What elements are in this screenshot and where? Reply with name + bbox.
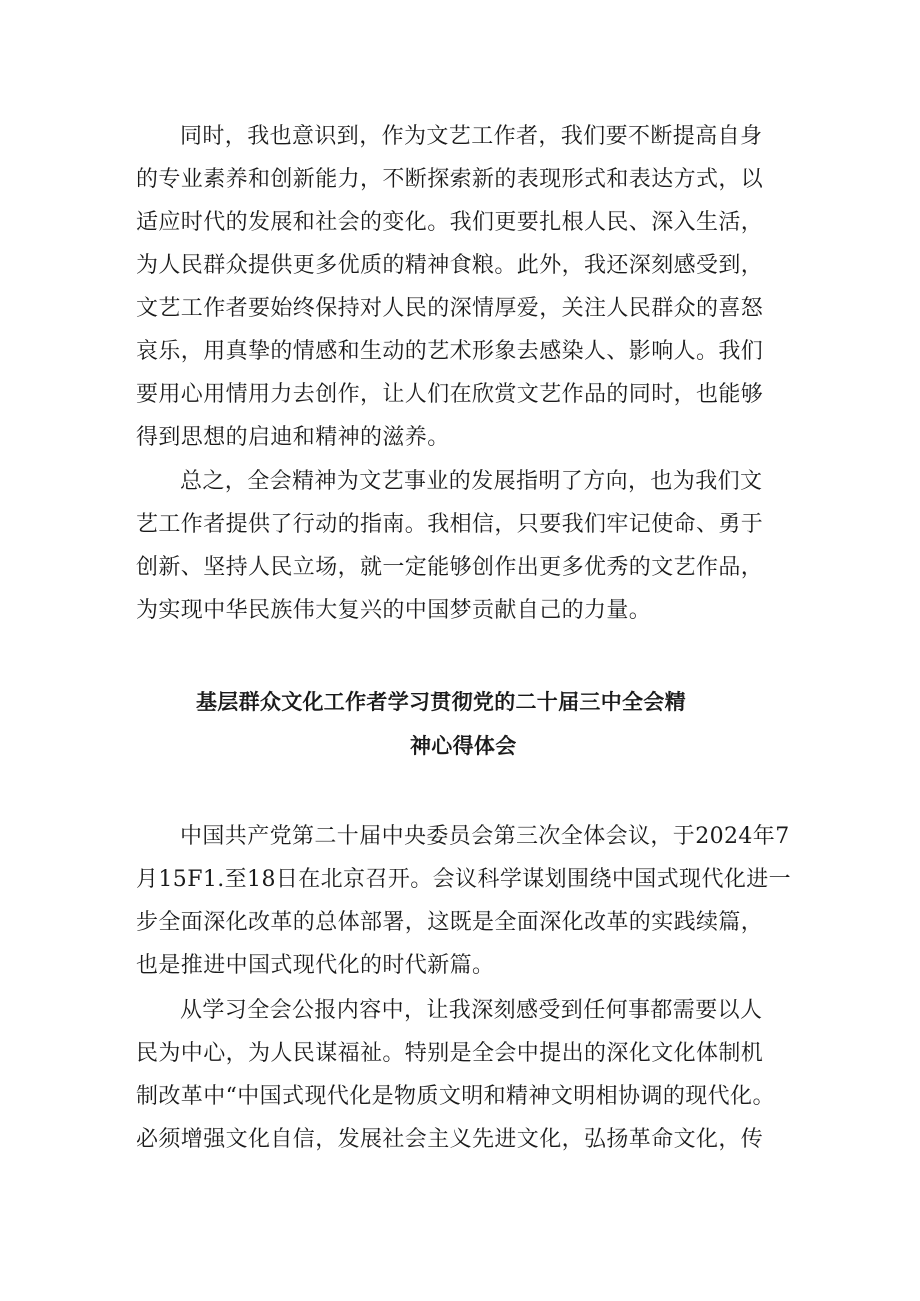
paragraph-line: 的专业素养和创新能力，不断探索新的表现形式和表达方式，以 bbox=[136, 167, 764, 192]
paragraph-line: 适应时代的发展和社会的变化。我们更要扎根人民、深入生活， bbox=[136, 210, 764, 235]
paragraph-line: 从学习全会公报内容中，让我深刻感受到任何事都需要以人 bbox=[180, 998, 763, 1023]
paragraph-line: 中国共产党第二十届中央委员会第三次全体会议，于2024年7 bbox=[180, 824, 790, 849]
title-line-1: 基层群众文化工作者学习贯彻党的二十届三中全会精 bbox=[196, 690, 686, 714]
paragraph-line: 必须增强文化自信，发展社会主义先进文化，弘扬革命文化，传 bbox=[136, 1127, 764, 1152]
paragraph-line: 要用心用情用力去创作，让人们在欣赏文艺作品的同时，也能够 bbox=[136, 382, 764, 407]
paragraph-line: 为人民群众提供更多优质的精神食粮。此外，我还深刻感受到， bbox=[136, 253, 764, 278]
paragraph-line: 文艺工作者要始终保持对人民的深情厚爱，关注人民群众的喜怒 bbox=[136, 296, 764, 321]
paragraph-line: 步全面深化改革的总体部署，这既是全面深化改革的实践续篇， bbox=[136, 910, 764, 935]
paragraph-line: 也是推进中国式现代化的时代新篇。 bbox=[136, 953, 495, 978]
paragraph-line: 月15F1.至18日在北京召开。会议科学谋划围绕中国式现代化进一 bbox=[136, 867, 792, 892]
paragraph-line: 为实现中华民族伟大复兴的中国梦贡献自己的力量。 bbox=[136, 598, 652, 623]
title-line-2: 神心得体会 bbox=[410, 734, 517, 758]
paragraph-line: 得到思想的启迪和精神的滋养。 bbox=[136, 425, 450, 450]
paragraph-line: 艺工作者提供了行动的指南。我相信，只要我们牢记使命、勇于 bbox=[136, 512, 764, 537]
paragraph-line: 民为中心，为人民谋福祉。特别是全会中提出的深化文化体制机 bbox=[136, 1041, 764, 1066]
paragraph-line: 总之，全会精神为文艺事业的发展指明了方向，也为我们文 bbox=[180, 469, 763, 494]
paragraph-line: 创新、坚持人民立场，就一定能够创作出更多优秀的文艺作品， bbox=[136, 555, 764, 580]
paragraph-line: 同时，我也意识到，作为文艺工作者，我们要不断提高自身 bbox=[180, 124, 763, 149]
paragraph-line: 制改革中“中国式现代化是物质文明和精神文明相协调的现代化。 bbox=[136, 1084, 775, 1109]
paragraph-line: 哀乐，用真挚的情感和生动的艺术形象去感染人、影响人。我们 bbox=[136, 339, 764, 364]
